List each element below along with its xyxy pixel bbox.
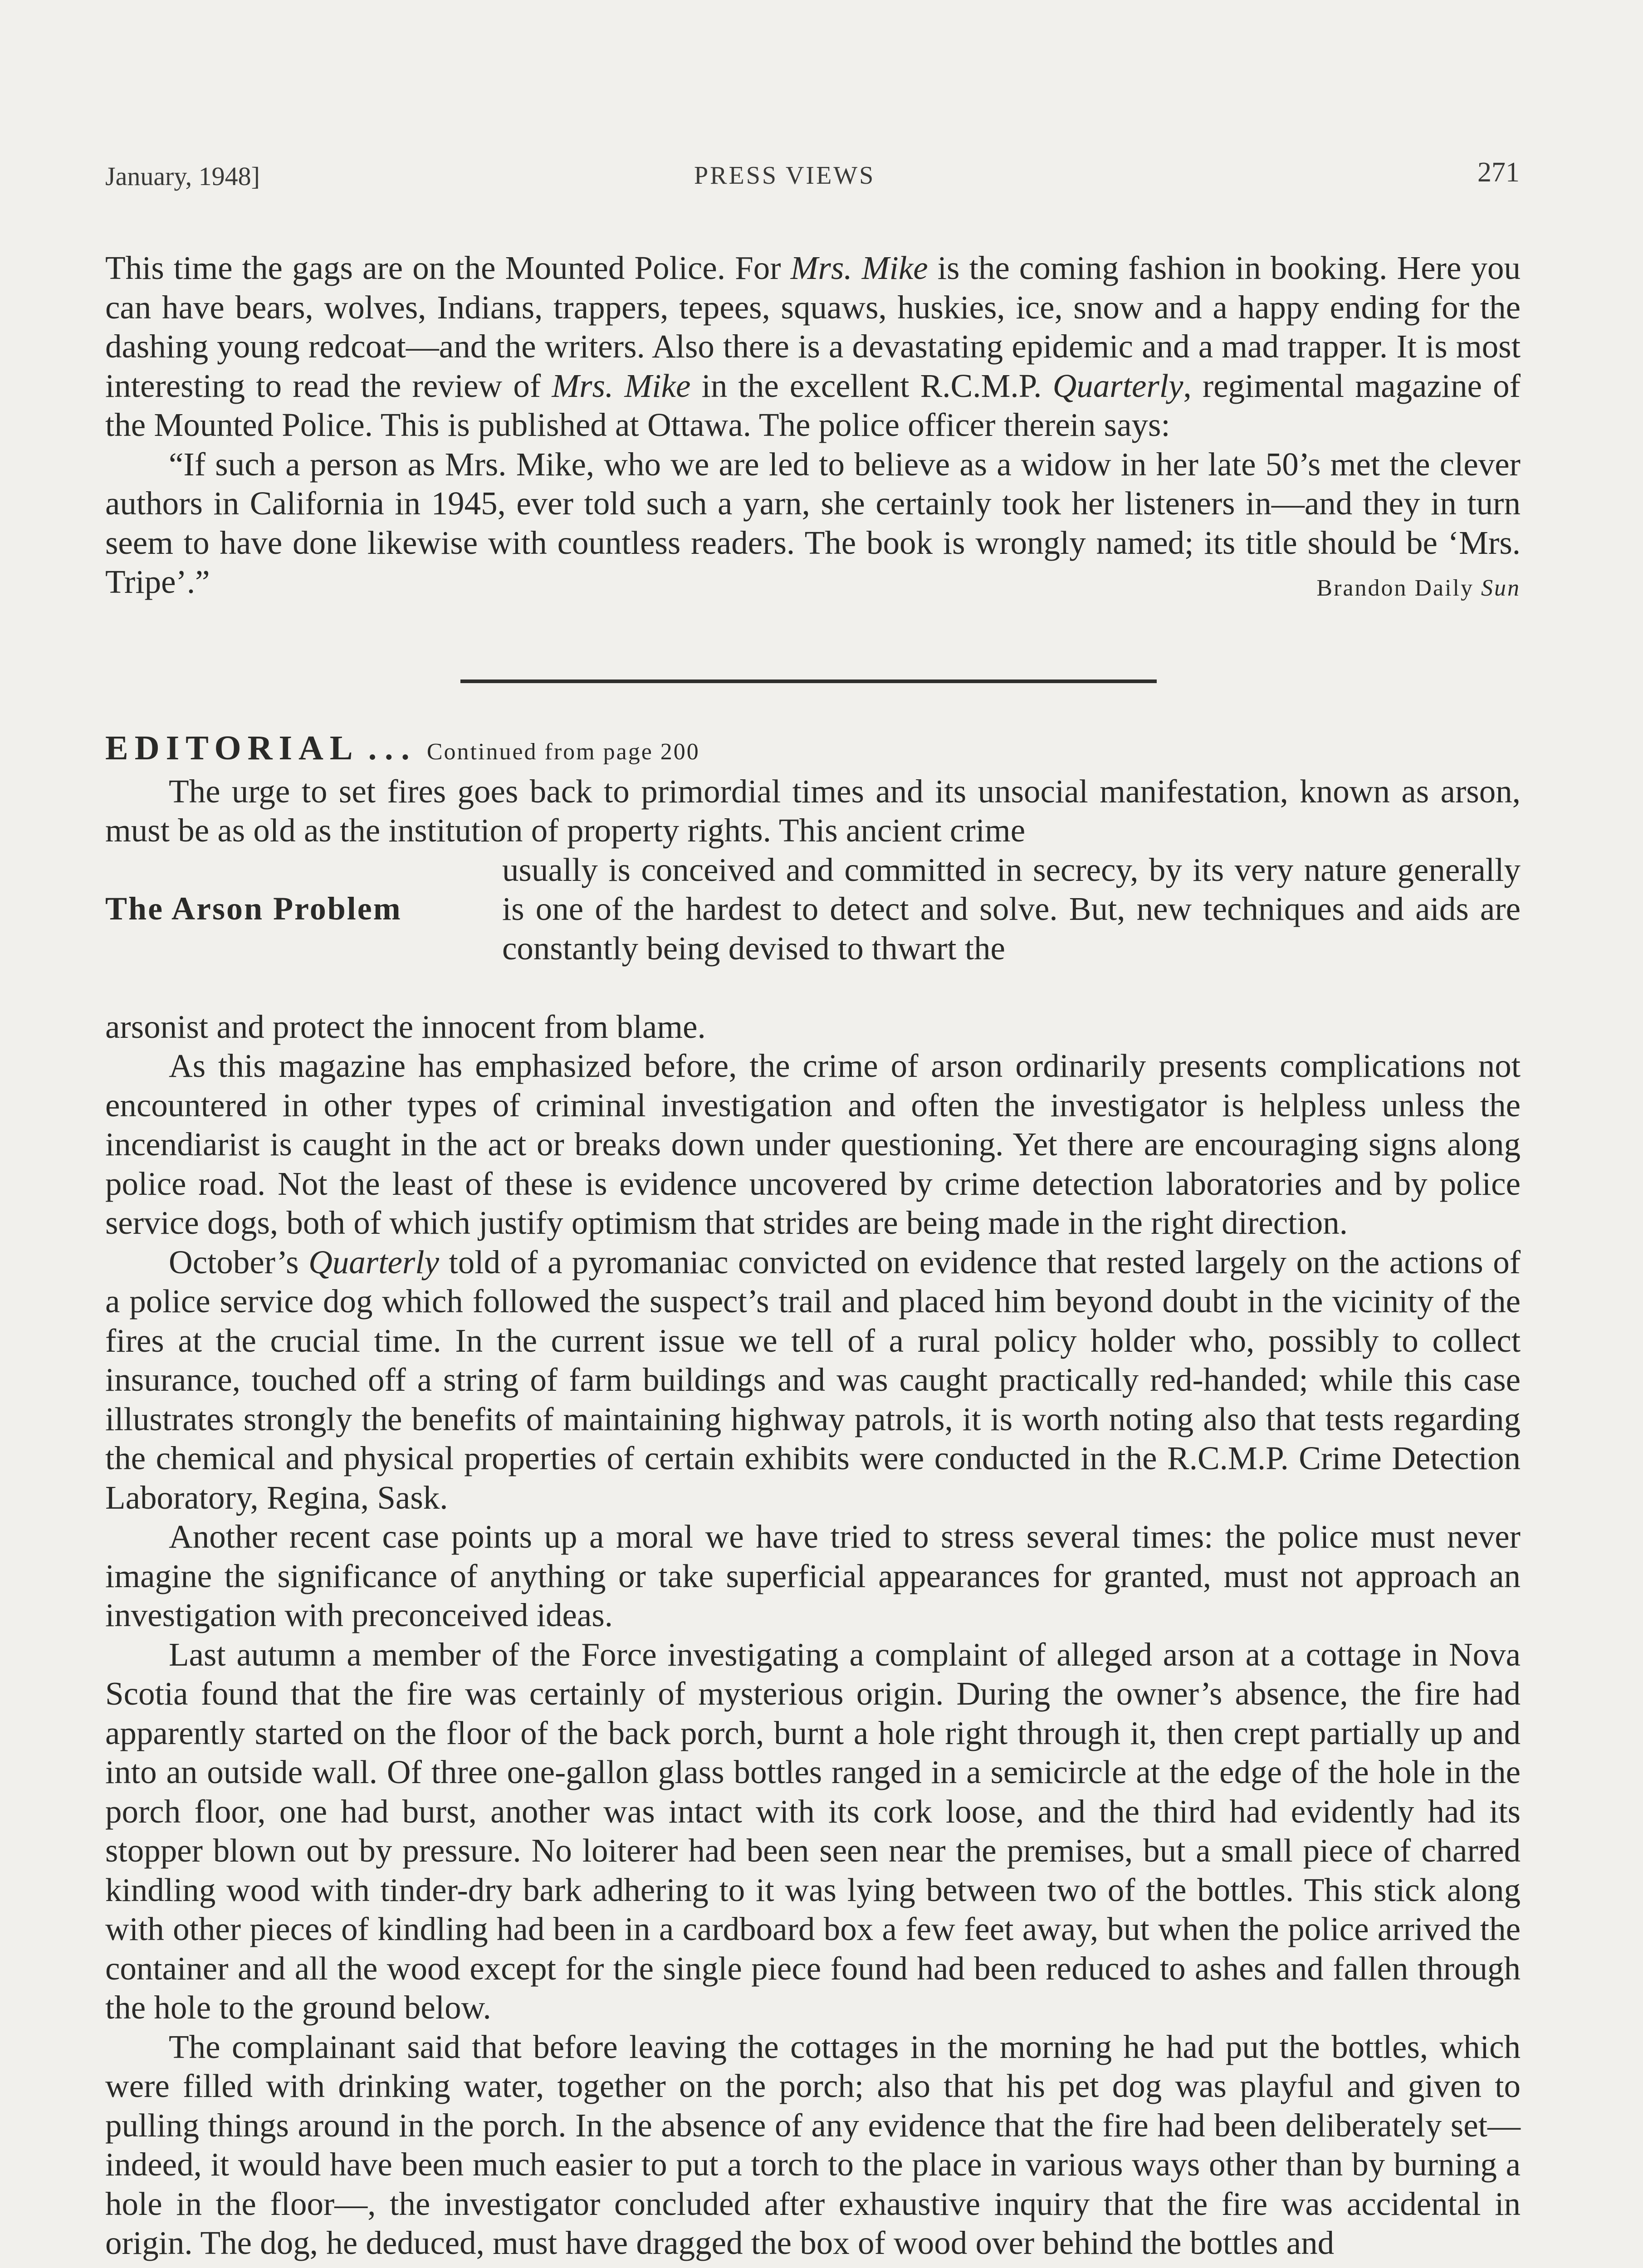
- editorial-paragraph: As this magazine has emphasized before, the crime of arson ordinarily presents complications not encountered in other types of criminal investigation and often the investigator is helpless unless the incendiarist is caught in the act or breaks down under questioning. Yet there are encouraging signs along police road. Not the least of these is evidence uncovered by crime detection laboratories and by police service dogs, both of which justify optimism that strides are being made in the right direction.: [105, 1047, 1521, 1241]
- section-divider: [460, 679, 1157, 683]
- press-quote-paragraph: “If such a person as Mrs. Mike, who we are led to believe as a widow in her late 50’s met the clever authors in California in 1945, ever told such a yarn, she certainly took her listeners in—and they in turn seem to have done likewise with countless readers. The book is wrongly named; its title should be ‘Mrs. Tripe’.” Brandon Daily Sun: [105, 445, 1521, 602]
- sidehead-block: [105, 850, 1521, 1007]
- editorial-paragraph: The urge to set fires goes back to primordial times and its unsocial manifestation, known as arson, must be as old as the institution of property rights. This ancient crime: [105, 772, 1521, 849]
- editorial-paragraph: Another recent case points up a moral we have tried to stress several times: the police must never imagine the significance of anything or take superficial appearances for granted, must not approach an investigation with preconceived ideas.: [105, 1518, 1521, 1633]
- editorial-paragraph: arsonist and protect the innocent from blame.: [105, 1008, 706, 1045]
- editorial-article: [105, 728, 1521, 2263]
- editorial-paragraph: October’s Quarterly told of a pyromaniac convicted on evidence that rested largely on the actions of a police service dog which followed the suspect’s trail and placed him beyond doubt in the vicinity of the fires at the crucial time. In the current issue we tell of a rural policy holder who, possibly to collect insurance, touched off a string of farm buildings and was caught practically red-handed; while this case illustrates strongly the benefits of maintaining highway patrols, it is worth noting also that tests regarding the chemical and physical properties of certain exhibits were conducted in the R.C.M.P. Crime Detection Laboratory, Regina, Sask.: [105, 1243, 1521, 1516]
- editorial-paragraph: The complainant said that before leaving the cottages in the morning he had put the bottles, which were filled with drinking water, together on the porch; also that his pet dog was playful and given to pulling things around in the porch. In the absence of any evidence that the fire had been deliberately set—indeed, it would have been much easier to put a torch to the place in various ways other than by burning a hole in the floor—, the investigator concluded after exhaustive inquiry that the fire was accidental in origin. The dog, he deduced, must have dragged the box of wood over behind the bottles and: [105, 2028, 1521, 2261]
- running-header-section: PRESS VIEWS: [694, 161, 875, 190]
- source-attribution: Brandon Daily Sun: [1316, 575, 1521, 601]
- running-header-date: January, 1948]: [105, 161, 260, 191]
- press-views-article: [105, 249, 1521, 608]
- press-paragraph: This time the gags are on the Mounted Police. For Mrs. Mike is the coming fashion in booking. Here you can have bears, wolves, Indians, trappers, tepees, squaws, huskies, ice, snow and a happy ending for the dashing young redcoat—and the writers. Also there is a devastating epidemic and a mad trapper. It is most interesting to read the review of Mrs. Mike in the excellent R.C.M.P. Quarterly, regimental magazine of the Mounted Police. This is published at Ottawa. The police officer therein says:: [105, 249, 1521, 443]
- sidehead-text: usually is conceived and committed in secrecy, by its very nature generally is one of the hardest to detect and solve. But, new techniques and aids are constantly being devised to thwart the: [502, 851, 1521, 967]
- page-number: 271: [1477, 157, 1520, 188]
- sidehead-title: The Arson Problem: [105, 890, 402, 927]
- editorial-heading: EDITORIAL ... Continued from page 200: [105, 729, 700, 767]
- editorial-paragraph: Last autumn a member of the Force investigating a complaint of alleged arson at a cottage in Nova Scotia found that the fire was certainly of mysterious origin. During the owner’s absence, the fire had apparently started on the floor of the back porch, burnt a hole right through it, then crept partially up and into an outside wall. Of three one-gallon glass bottles ranged in a semicircle at the edge of the hole in the porch floor, one had burst, another was intact with its cork loose, and the third had evidently had its stopper blown out by pressure. No loiterer had been seen near the premises, but a small piece of charred kindling wood with tinder-dry bark adhering to it was lying between two of the bottles. This stick along with other pieces of kindling had been in a cardboard box a few feet away, but when the police arrived the container and all the wood except for the single piece found had been reduced to ashes and fallen through the hole to the ground below.: [105, 1636, 1521, 2026]
